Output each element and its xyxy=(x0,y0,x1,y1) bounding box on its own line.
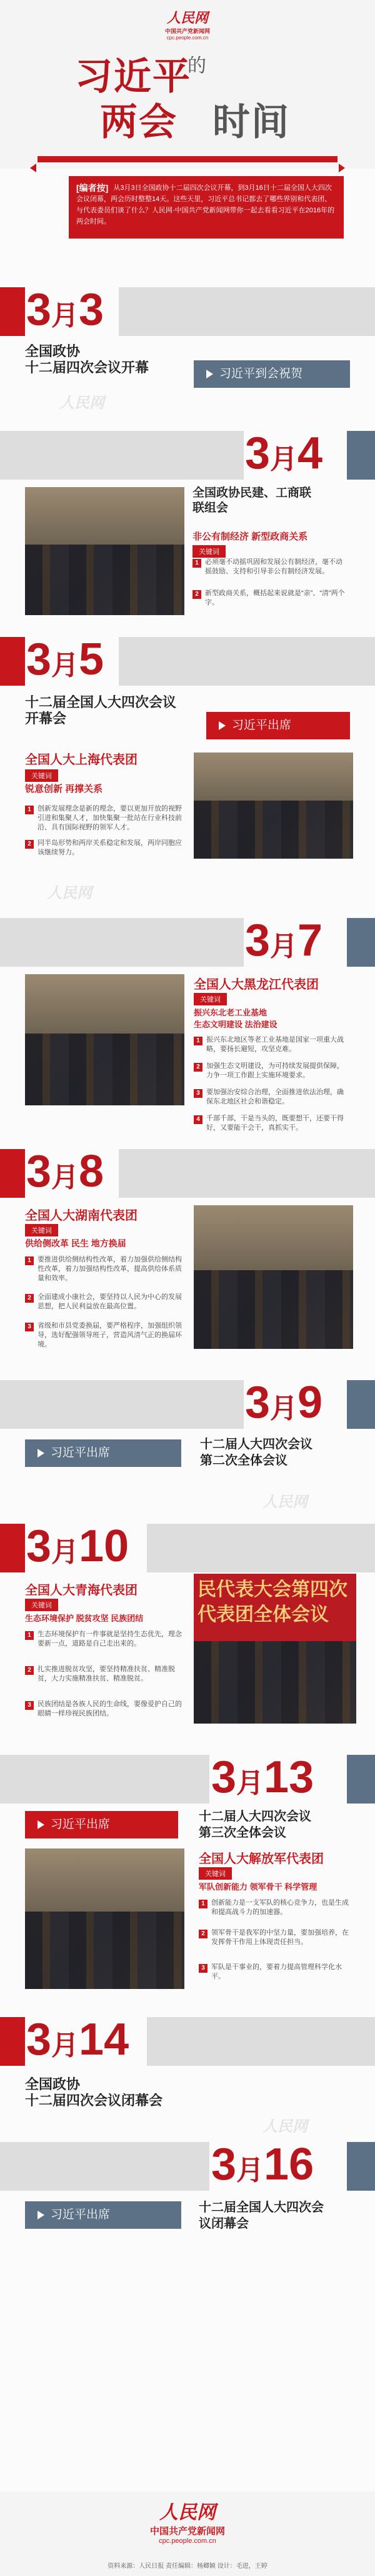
number-badge: 1 xyxy=(25,806,34,814)
mar5-right-bar xyxy=(119,637,375,686)
mar5-button[interactable]: 习近平出席 xyxy=(206,712,350,739)
mar5-item-1: 创新发展理念是新的理念，要以更加开放的视野引进和集聚人才，加快集聚一批站在行业科技前沿、具有国际视野的领军人才。 xyxy=(38,805,182,831)
number-badge: 3 xyxy=(25,1701,34,1710)
title-lianghui: 两会 xyxy=(100,101,178,143)
mar5-item-2: 同半岛形势和两岸关系稳定和发展，两岸同胞应该继续努力。 xyxy=(38,839,182,856)
mar8-date: 3月8 xyxy=(26,1147,104,1197)
mar5-meeting: 十二届全国人大四次会议 开幕会 xyxy=(25,694,177,726)
mar10-keywords: 生态环境保护 脱贫攻坚 民族团结 xyxy=(25,1614,144,1623)
title-shijian: 时间 xyxy=(212,101,290,143)
mar7-photo xyxy=(25,974,184,1105)
mar13-item-2: 领军骨干是我军的中坚力量，要加强培养，在发挥骨干作用上体现责任担当。 xyxy=(211,1929,349,1946)
mar7-item-1: 振兴东北地区等老工业基地是国家一项重大战略，要扬长避短，攻坚克难。 xyxy=(206,1036,344,1053)
editor-note xyxy=(69,176,344,239)
mar10-photo-banner: 民代表大会第四次 代表团全体会议 xyxy=(194,1574,356,1641)
mar8-item-2: 全面建成小康社会，要坚持以人民为中心的发展思想，把人民利益放在最高位置。 xyxy=(38,1293,182,1310)
mar9-right-bar xyxy=(347,1380,375,1429)
number-badge: 1 xyxy=(199,1900,208,1908)
mar14-right-bar xyxy=(147,2017,375,2066)
mar5-delegation: 全国人大上海代表团 xyxy=(25,753,138,767)
title-de: 的 xyxy=(188,55,206,77)
header-red-bar xyxy=(38,156,338,162)
mar8-item-1: 要推进供给侧结构性改革，着力加强供给侧结构性改革，着力加强结构性改革，提高供给体系质量和效率。 xyxy=(38,1256,182,1282)
mar13-item-3: 军队是干事业的，要着力提高管理科学化水平。 xyxy=(211,1963,342,1980)
mar10-date: 3月10 xyxy=(26,1521,129,1571)
mar10-keyword-tag: 关键词 xyxy=(25,1599,58,1611)
mar7-item-2: 加强生态文明建设，为可持续发展提供保障，力争一项工作跟上实施环境要求。 xyxy=(206,1062,344,1079)
number-badge: 3 xyxy=(199,1964,208,1973)
mar8-keywords: 供给侧改革 民生 地方换届 xyxy=(25,1238,126,1248)
mar7-delegation: 全国人大黑龙江代表团 xyxy=(194,978,319,992)
number-badge: 1 xyxy=(25,1631,34,1640)
footer xyxy=(0,2492,375,2576)
mar16-date: 3月16 xyxy=(211,2139,314,2189)
mar10-left-bar xyxy=(0,1524,25,1572)
mar8-keyword-tag: 关键词 xyxy=(25,1224,58,1236)
mar9-button[interactable]: 习近平出席 xyxy=(25,1439,181,1467)
logo-url: cpc.people.com.cn xyxy=(166,35,209,41)
mar5-date: 3月5 xyxy=(26,634,104,684)
editor-note-text: 从3月3日全国政协十二届四次会议开幕，到3月16日十二届全国人大四次会议闭幕，两会历时整整14天。这些天里，习近平总书记都去了哪些界别和代表团、与代表委员们谈了什么？人民网·中国共产党新闻网带你一起去看看习近平在2016年的两会时间。 xyxy=(76,184,335,225)
play-icon xyxy=(38,2211,44,2219)
header xyxy=(0,0,375,169)
mar7-date: 3月7 xyxy=(245,915,323,965)
mar13-item-1: 创新能力是一支军队的核心竞争力，也是生成和提高战斗力的加速器。 xyxy=(211,1899,349,1916)
number-badge: 2 xyxy=(199,1930,208,1938)
mar7-left-bar xyxy=(0,918,244,967)
mar16-left-bar xyxy=(0,2142,209,2191)
mar8-right-bar xyxy=(119,1149,375,1198)
number-badge: 2 xyxy=(25,840,34,849)
mar9-date: 3月9 xyxy=(245,1378,323,1428)
mar10-item-1: 生态环境保护有一件事就是坚持生态优先，理念要新一点，道路是自己走出来的。 xyxy=(38,1631,182,1647)
watermark: 人民网 xyxy=(47,884,92,902)
mar14-meeting: 全国政协 十二届四次会议闭幕会 xyxy=(25,2076,163,2108)
watermark: 人民网 xyxy=(59,393,104,412)
mar16-right-bar xyxy=(347,2142,375,2191)
mar7-item-4: 千部千部，干是当头的，既要想干，还要干得好，又要能干会干，真抓实干。 xyxy=(206,1115,344,1132)
number-badge: 1 xyxy=(194,1037,202,1045)
mar13-photo xyxy=(25,1848,184,1989)
mar4-item-2: 新型政商关系，概括起来说就是“亲”、“清”两个字。 xyxy=(205,590,345,606)
left-arrow-icon xyxy=(30,164,36,172)
number-badge: 2 xyxy=(25,1294,34,1303)
mar4-photo xyxy=(25,487,184,615)
footer-logo-text: 人民网 xyxy=(159,2502,216,2524)
footer-logo-subtitle: 中国共产党新闻网 xyxy=(149,2526,225,2537)
footer-credits: 资料来源：人民日报 责任编辑：杨卿颖 设计：毛进，王婷 xyxy=(108,2563,268,2570)
mar10-photo xyxy=(194,1574,356,1724)
mar13-date: 3月13 xyxy=(211,1752,314,1802)
title-xi: 习近平 xyxy=(75,56,191,97)
mar5-keyword-tag: 关键词 xyxy=(25,769,58,782)
play-icon xyxy=(38,1449,44,1458)
mar5-left-bar xyxy=(0,637,25,686)
number-badge: 1 xyxy=(192,559,201,568)
mar4-left-bar xyxy=(0,431,244,480)
mar7-keywords: 振兴东北老工业基地 生态文明建设 法治建设 xyxy=(194,1008,278,1029)
mar7-item-3: 要加强治安综合治理，全面推进依法治理，确保东北地区社会和谐稳定。 xyxy=(206,1088,344,1105)
mar13-delegation: 全国人大解放军代表团 xyxy=(199,1852,324,1866)
mar4-keywords: 非公有制经济 新型政商关系 xyxy=(192,531,308,542)
logo-text: 人民网 xyxy=(166,10,208,26)
number-badge: 2 xyxy=(192,590,201,599)
mar7-right-bar xyxy=(347,918,375,967)
mar14-left-bar xyxy=(0,2017,25,2066)
number-badge: 2 xyxy=(25,1666,34,1675)
play-icon xyxy=(219,721,226,730)
mar9-meeting: 十二届人大四次会议 第二次全体会议 xyxy=(200,1438,312,1468)
mar4-date: 3月4 xyxy=(245,428,323,478)
footer-logo[interactable] xyxy=(141,2497,234,2545)
play-icon xyxy=(38,1820,44,1829)
mar8-item-3: 省级和市县党委换届，要严格程序，加强组织领导，选好配强领导班子，营造风清气正的换届环境。 xyxy=(38,1322,182,1348)
watermark: 人民网 xyxy=(262,1493,308,1511)
editor-note-tag: [编者按] xyxy=(76,183,109,193)
logo-subtitle: 中国共产党新闻网 xyxy=(164,28,210,34)
number-badge: 3 xyxy=(25,1323,34,1331)
mar10-right-bar xyxy=(147,1524,375,1572)
mar8-delegation: 全国人大湖南代表团 xyxy=(25,1209,138,1223)
mar5-photo xyxy=(194,753,353,859)
footer-logo-url: cpc.people.com.cn xyxy=(159,2537,216,2545)
mar10-item-2: 扎实推进脱贫攻坚，要坚持精准扶贫、精准脱贫，大力实施精准扶贫、精准脱贫。 xyxy=(38,1666,175,1682)
mar16-button[interactable]: 习近平出席 xyxy=(25,2201,181,2229)
mar8-left-bar xyxy=(0,1149,25,1198)
mar8-photo xyxy=(194,1205,353,1349)
mar4-meeting: 全国政协民建、工商联 联组会 xyxy=(192,486,312,515)
mar14-date: 3月14 xyxy=(26,2015,129,2065)
mar3-meeting: 全国政协 十二届四次会议开幕 xyxy=(25,343,149,375)
mar10-item-3: 民族团结是各族人民的生命线，要像爱护自己的眼睛一样珍视民族团结。 xyxy=(38,1700,182,1717)
number-badge: 2 xyxy=(194,1063,202,1072)
mar5-keywords: 锐意创新 再撑关系 xyxy=(25,784,103,794)
mar7-keyword-tag: 关键词 xyxy=(194,993,227,1005)
number-badge: 4 xyxy=(194,1115,202,1124)
mar3-date: 3月3 xyxy=(26,285,104,335)
mar13-right-bar xyxy=(347,1755,375,1804)
mar3-left-bar xyxy=(0,287,25,336)
mar9-left-bar xyxy=(0,1380,244,1429)
mar10-delegation: 全国人大青海代表团 xyxy=(25,1584,138,1597)
mar13-meeting: 十二届人大四次会议 第三次全体会议 xyxy=(199,1810,311,1840)
people-daily-logo[interactable] xyxy=(150,7,225,41)
right-arrow-icon xyxy=(339,164,345,172)
mar16-meeting: 十二届全国人大四次会 议闭幕会 xyxy=(199,2201,324,2231)
mar13-keywords: 军队创新能力 领军骨干 科学管理 xyxy=(199,1882,318,1892)
mar3-right-bar xyxy=(119,287,375,336)
mar4-keyword-tag: 关键词 xyxy=(192,545,226,558)
mar13-left-bar xyxy=(0,1755,209,1804)
mar4-right-bar xyxy=(347,431,375,480)
number-badge: 3 xyxy=(194,1089,202,1098)
play-icon xyxy=(206,370,213,378)
mar13-button[interactable]: 习近平出席 xyxy=(25,1811,178,1838)
number-badge: 1 xyxy=(25,1256,34,1265)
mar3-button[interactable]: 习近平到会祝贺 xyxy=(194,360,350,388)
watermark: 人民网 xyxy=(262,2117,308,2135)
mar4-item-1: 必须毫不动摇巩固和发展公有制经济，毫不动摇鼓励、支持和引导非公有制经济发展。 xyxy=(205,558,342,575)
mar13-keyword-tag: 关键词 xyxy=(199,1867,232,1880)
